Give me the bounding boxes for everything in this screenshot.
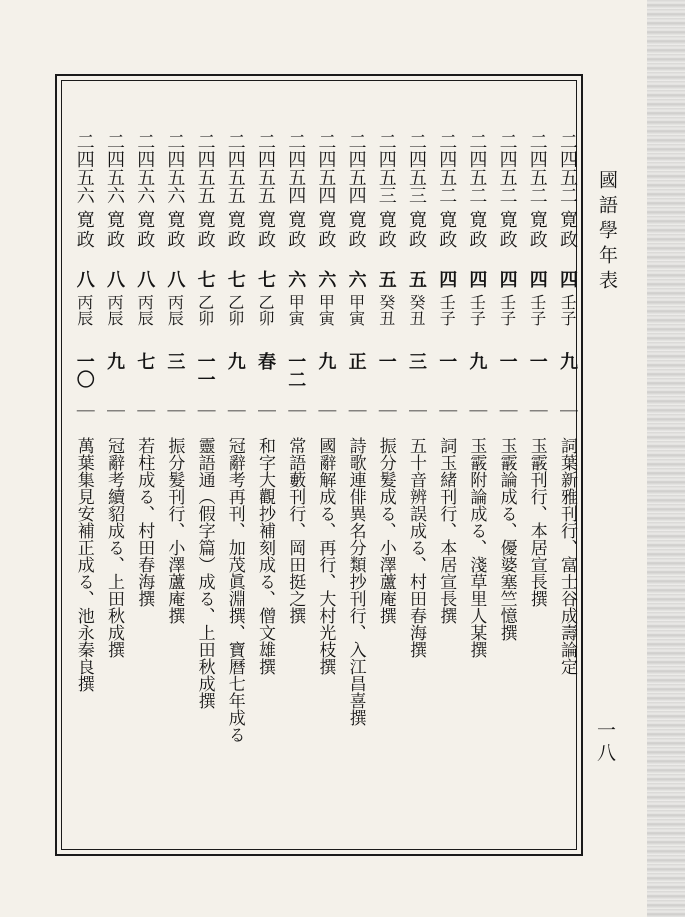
entry-era: 寛政 bbox=[104, 210, 125, 250]
entry-year: 二四五五 bbox=[194, 132, 216, 204]
scan-edge-shadow bbox=[647, 0, 685, 917]
entry-month: 春 bbox=[255, 352, 276, 370]
entry-dash: ｜ bbox=[285, 402, 307, 420]
chronology-entry bbox=[280, 132, 308, 832]
entry-month: 九 bbox=[557, 352, 578, 370]
entry-dash: ｜ bbox=[164, 402, 186, 420]
entry-event: 詞玉緒刊行、本居宣長撰 bbox=[436, 437, 457, 624]
entry-era: 寛政 bbox=[224, 210, 246, 250]
entry-eto: 甲寅 bbox=[316, 294, 336, 326]
entry-month: 九 bbox=[315, 352, 337, 370]
entry-era: 寛政 bbox=[345, 210, 367, 250]
entry-eto: 丙辰 bbox=[135, 294, 155, 326]
entry-event: 振分髮刊行、小澤蘆庵撰 bbox=[164, 437, 185, 624]
entry-era-year: 六 bbox=[315, 270, 337, 288]
chronology-entry bbox=[492, 132, 520, 832]
entry-eto: 癸丑 bbox=[376, 294, 396, 326]
entry-eto: 乙卯 bbox=[195, 294, 215, 326]
entry-year: 二四五五 bbox=[255, 132, 276, 204]
entry-dash: ｜ bbox=[526, 402, 548, 420]
entry-eto: 丙辰 bbox=[165, 294, 185, 326]
entry-year: 二四五五 bbox=[224, 132, 246, 204]
entry-dash: ｜ bbox=[224, 402, 246, 420]
entry-era-year: 八 bbox=[164, 270, 186, 288]
entry-month: 九 bbox=[224, 352, 246, 370]
entry-era: 寛政 bbox=[134, 210, 156, 250]
running-header: 國語學年表 bbox=[596, 170, 618, 295]
entry-eto: 丙辰 bbox=[105, 294, 124, 326]
chronology-entry bbox=[250, 132, 278, 832]
chronology-entry bbox=[310, 132, 338, 832]
entry-month: 一 bbox=[436, 352, 458, 370]
entry-year: 二四五六 bbox=[164, 132, 186, 204]
entry-era: 寛政 bbox=[496, 210, 518, 250]
entry-month: 九 bbox=[104, 352, 125, 370]
entry-year: 二四五六 bbox=[104, 132, 125, 204]
entry-era-year: 五 bbox=[406, 270, 427, 288]
entry-dash: ｜ bbox=[375, 402, 397, 420]
entry-month: 一 bbox=[375, 352, 397, 370]
chronology-entry bbox=[461, 132, 489, 832]
entry-event: 振分髮成る、小澤蘆庵撰 bbox=[375, 437, 396, 624]
chronology-entry bbox=[431, 132, 459, 832]
entry-month: 一〇 bbox=[73, 352, 95, 388]
entry-era: 寛政 bbox=[164, 210, 186, 250]
entry-era: 寛政 bbox=[406, 210, 427, 250]
entry-era: 寛政 bbox=[315, 210, 337, 250]
entry-event: 和字大觀抄補刻成る、僧文雄撰 bbox=[255, 437, 275, 675]
entry-event: 詩歌連俳異名分類抄刊行、入江昌喜撰 bbox=[345, 437, 366, 726]
entry-era-year: 八 bbox=[104, 270, 125, 288]
entry-era-year: 七 bbox=[255, 270, 276, 288]
entry-event: 冠辭考續貂成る、上田秋成撰 bbox=[104, 437, 124, 658]
entry-era: 寛政 bbox=[436, 210, 458, 250]
entry-era: 寛政 bbox=[526, 210, 548, 250]
entry-dash: ｜ bbox=[345, 402, 367, 420]
entry-eto: 丙辰 bbox=[74, 294, 94, 326]
chronology-entry bbox=[401, 132, 429, 832]
entry-dash: ｜ bbox=[73, 402, 95, 420]
entry-event: 玉霰附論成る、淺草里人某撰 bbox=[466, 437, 487, 658]
entry-event: 冠辭考再刊、加茂眞淵撰、寶曆七年成る bbox=[224, 437, 245, 743]
entry-year: 二四五六 bbox=[73, 132, 95, 204]
chronology-entry bbox=[129, 132, 157, 832]
entry-dash: ｜ bbox=[496, 402, 518, 420]
entry-month: 九 bbox=[466, 352, 488, 370]
entry-era: 寛政 bbox=[285, 210, 307, 250]
entry-era: 寛政 bbox=[466, 210, 488, 250]
chronology-entry bbox=[220, 132, 248, 832]
chronology-entry bbox=[341, 132, 369, 832]
entry-year: 二四五六 bbox=[134, 132, 156, 204]
entry-year: 二四五三 bbox=[406, 132, 427, 204]
entry-era-year: 六 bbox=[345, 270, 367, 288]
entry-era-year: 四 bbox=[466, 270, 488, 288]
entry-eto: 癸丑 bbox=[407, 294, 426, 326]
entry-month: 一一 bbox=[194, 352, 216, 388]
entry-eto: 乙卯 bbox=[225, 294, 245, 326]
entry-year: 二四五二 bbox=[436, 132, 458, 204]
entry-event: 若柱成る、村田春海撰 bbox=[134, 437, 155, 607]
entry-event: 靈語通（假字篇）成る、上田秋成撰 bbox=[194, 437, 215, 709]
entry-eto: 乙卯 bbox=[256, 294, 275, 326]
entry-year: 二四五四 bbox=[345, 132, 367, 204]
entry-event: 國辭解成る、再行、大村光枝撰 bbox=[315, 437, 336, 675]
entry-dash: ｜ bbox=[315, 402, 337, 420]
page-number: 一八 bbox=[594, 720, 616, 766]
entry-era: 寛政 bbox=[557, 210, 578, 250]
entry-eto: 壬子 bbox=[467, 294, 487, 326]
entry-event: 玉霰論成る、優婆塞竺憶撰 bbox=[496, 437, 517, 641]
entry-era-year: 四 bbox=[436, 270, 458, 288]
entry-era: 寛政 bbox=[194, 210, 216, 250]
entry-dash: ｜ bbox=[134, 402, 156, 420]
entry-event: 玉霰刊行、本居宣長撰 bbox=[526, 437, 547, 607]
entry-eto: 壬子 bbox=[558, 294, 577, 326]
chronology-entry bbox=[552, 132, 580, 832]
entry-year: 二四五二 bbox=[496, 132, 518, 204]
entry-era-year: 四 bbox=[557, 270, 578, 288]
entry-year: 二四五三 bbox=[375, 132, 397, 204]
entry-year: 二四五二 bbox=[557, 132, 578, 204]
entry-eto: 壬子 bbox=[527, 294, 547, 326]
entry-year: 二四五四 bbox=[285, 132, 307, 204]
entry-year: 二四五二 bbox=[526, 132, 548, 204]
entry-event: 五十音辨誤成る、村田春海撰 bbox=[406, 437, 426, 658]
entry-month: 七 bbox=[134, 352, 156, 370]
entry-dash: ｜ bbox=[436, 402, 458, 420]
chronology-entry bbox=[522, 132, 550, 832]
entry-era-year: 五 bbox=[375, 270, 397, 288]
entry-era-year: 八 bbox=[73, 270, 95, 288]
chronology-entry bbox=[69, 132, 97, 832]
entry-month: 三 bbox=[164, 352, 186, 370]
entry-era-year: 七 bbox=[194, 270, 216, 288]
entry-month: 一二 bbox=[285, 352, 307, 388]
entry-eto: 壬子 bbox=[497, 294, 517, 326]
chronology-entry bbox=[159, 132, 187, 832]
entry-era: 寛政 bbox=[73, 210, 95, 250]
entry-era-year: 六 bbox=[285, 270, 307, 288]
entry-dash: ｜ bbox=[255, 402, 276, 420]
entry-era: 寛政 bbox=[255, 210, 276, 250]
chronology-entry bbox=[371, 132, 399, 832]
entry-dash: ｜ bbox=[194, 402, 216, 420]
entry-eto: 壬子 bbox=[437, 294, 457, 326]
entry-era-year: 七 bbox=[224, 270, 246, 288]
entry-dash: ｜ bbox=[104, 402, 125, 420]
entry-year: 二四五四 bbox=[315, 132, 337, 204]
entry-era-year: 八 bbox=[134, 270, 156, 288]
entry-eto: 甲寅 bbox=[346, 294, 366, 326]
entry-eto: 甲寅 bbox=[286, 294, 306, 326]
entry-year: 二四五二 bbox=[466, 132, 488, 204]
entry-event: 詞葉新雅刊行、富士谷成壽論定 bbox=[557, 437, 577, 675]
entry-era: 寛政 bbox=[375, 210, 397, 250]
chronology-entry bbox=[190, 132, 218, 832]
entry-era-year: 四 bbox=[526, 270, 548, 288]
entry-era-year: 四 bbox=[496, 270, 518, 288]
entry-dash: ｜ bbox=[466, 402, 488, 420]
entry-month: 一 bbox=[496, 352, 518, 370]
entry-month: 正 bbox=[345, 352, 367, 370]
entry-month: 一 bbox=[526, 352, 548, 370]
entry-month: 三 bbox=[406, 352, 427, 370]
entry-event: 常語藪刊行、岡田挺之撰 bbox=[285, 437, 306, 624]
chronology-entry bbox=[99, 132, 127, 832]
entry-dash: ｜ bbox=[557, 402, 578, 420]
entry-event: 萬葉集見安補正成る、池永秦良撰 bbox=[73, 437, 94, 692]
entry-dash: ｜ bbox=[406, 402, 427, 420]
